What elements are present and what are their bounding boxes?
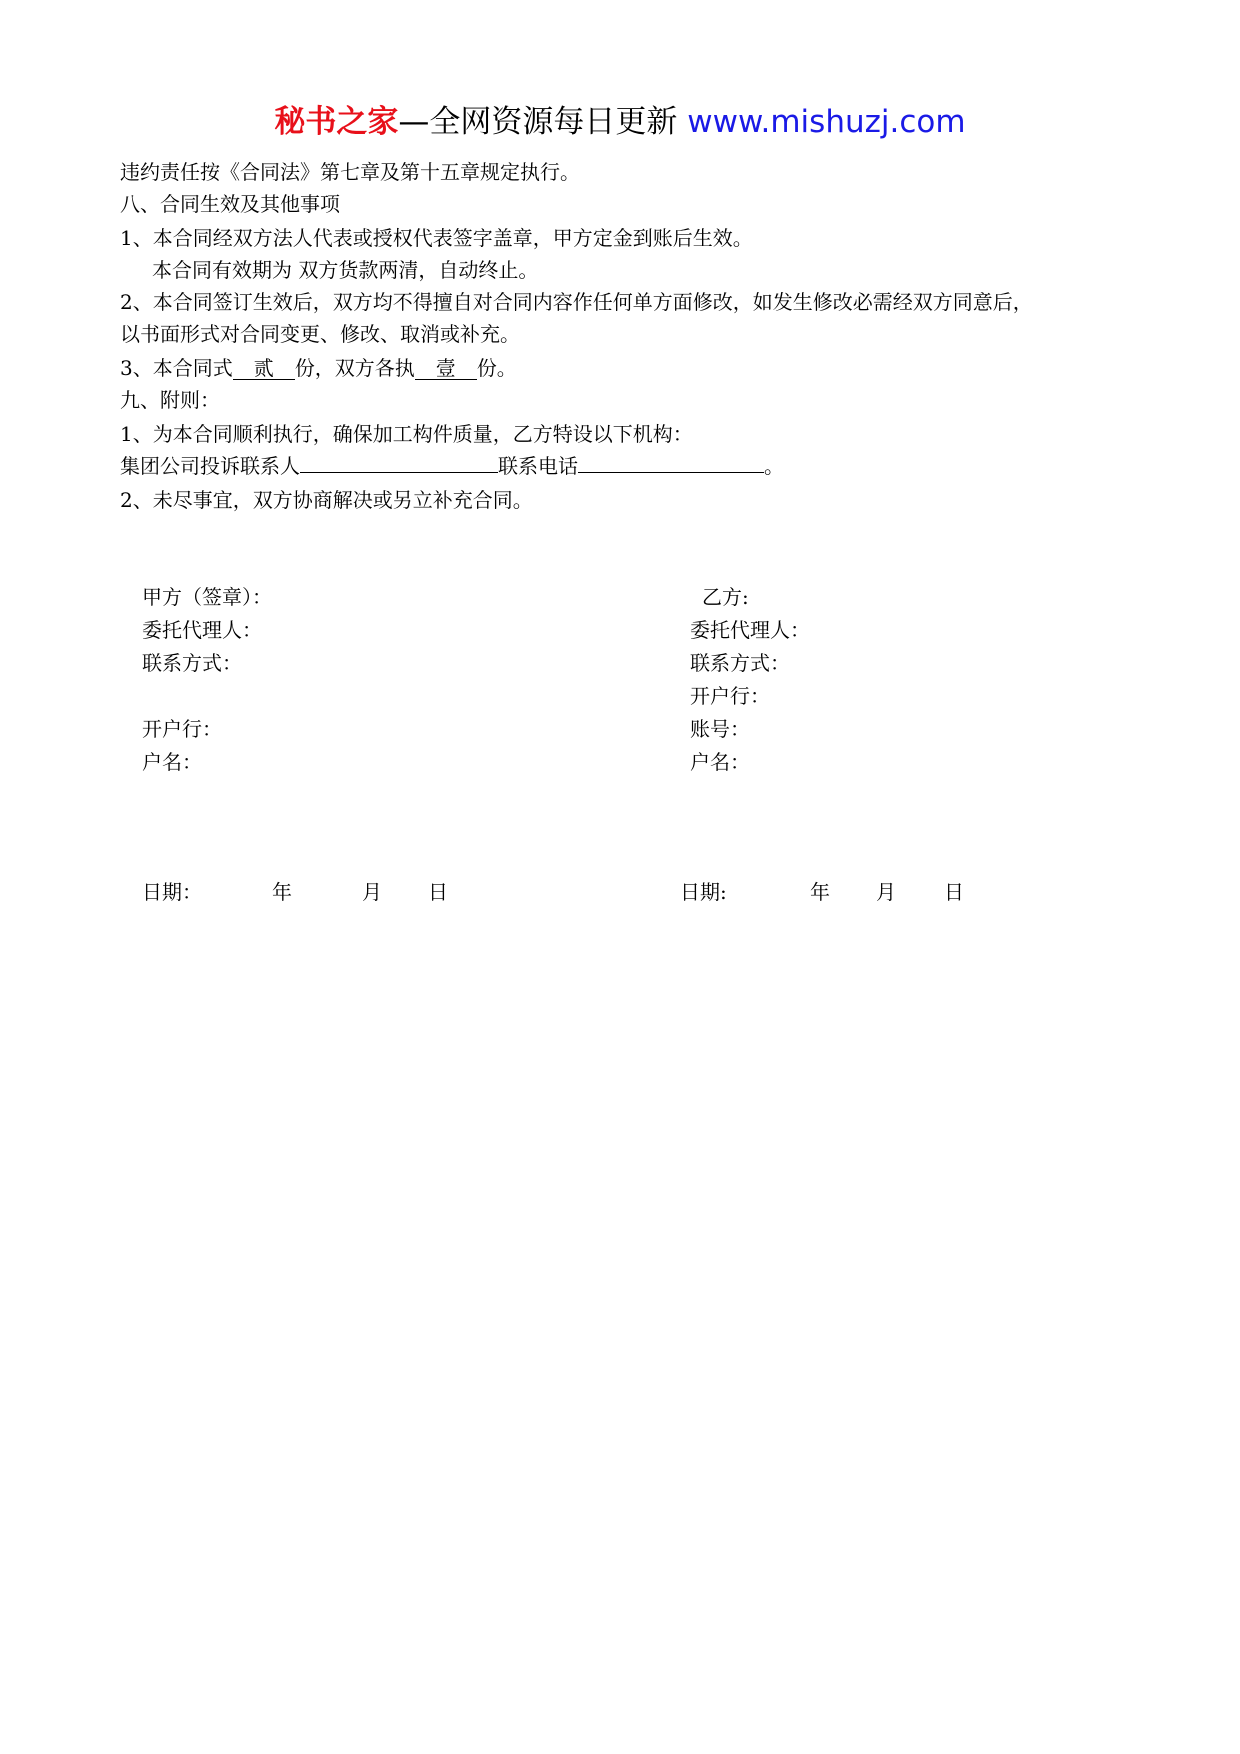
clause-9-2: 2、未尽事宜，双方协商解决或另立补充合同。 <box>120 488 533 512</box>
contact-phone-blank <box>578 452 764 473</box>
clause-8-2: 2、本合同签订生效后，双方均不得擅自对合同内容作任何单方面修改，如发生修改必需经双方同意后， <box>120 290 1033 314</box>
party-a-contact: 联系方式： <box>142 651 242 675</box>
clause-8-3 <box>120 354 517 382</box>
line-end-mark: 。 <box>764 454 784 478</box>
party-a-title: 甲方（签章）： <box>142 585 272 609</box>
complaint-contact-label: 集团公司投诉联系人 <box>120 454 300 478</box>
party-b-agent: 委托代理人： <box>690 618 810 642</box>
section-9-heading: 九、附则： <box>120 388 220 412</box>
party-b-account-name: 户名： <box>690 750 750 774</box>
copies-prefix: 3、本合同式 <box>120 356 233 380</box>
clause-8-1-validity: 本合同有效期为 双方货款两清，自动终止。 <box>152 258 539 282</box>
party-a-agent: 委托代理人： <box>142 618 262 642</box>
party-a-bank: 开户行： <box>142 717 222 741</box>
clause-liability: 违约责任按《合同法》第七章及第十五章规定执行。 <box>120 160 580 184</box>
party-a-date-day: 日 <box>428 880 448 904</box>
party-a-account-name: 户名： <box>142 750 202 774</box>
party-b-date-month: 月 <box>876 880 896 904</box>
party-b-date-year: 年 <box>810 880 830 904</box>
total-copies-value: 贰 <box>233 357 295 380</box>
brand-name: 秘书之家 <box>274 104 399 140</box>
site-banner <box>0 102 1240 142</box>
party-b-date-day: 日 <box>944 880 964 904</box>
section-8-heading: 八、合同生效及其他事项 <box>120 192 340 216</box>
banner-slogan: —全网资源每日更新 <box>398 104 688 140</box>
party-a-date-label: 日期： <box>142 880 202 904</box>
party-b-bank: 开户行： <box>690 684 770 708</box>
copies-suffix: 份。 <box>476 356 517 380</box>
complaint-contact-line <box>120 452 784 480</box>
copies-middle: 份，双方各执 <box>294 356 415 380</box>
party-a-date-month: 月 <box>362 880 382 904</box>
party-b-title: 乙方: <box>702 585 749 609</box>
party-b-account-no: 账号： <box>690 717 750 741</box>
clause-8-2-cont: 以书面形式对合同变更、修改、取消或补充。 <box>120 322 520 346</box>
complaint-contact-blank <box>300 452 498 473</box>
clause-8-1: 1、本合同经双方法人代表或授权代表签字盖章，甲方定金到账后生效。 <box>120 226 753 250</box>
contact-phone-label: 联系电话 <box>498 454 578 478</box>
site-url: www.mishuzj.com <box>687 104 966 140</box>
party-a-date-year: 年 <box>272 880 292 904</box>
each-copies-value: 壹 <box>415 357 477 380</box>
party-b-contact: 联系方式： <box>690 651 790 675</box>
party-b-date-label: 日期: <box>680 880 727 904</box>
clause-9-1: 1、为本合同顺利执行，确保加工构件质量，乙方特设以下机构： <box>120 422 693 446</box>
